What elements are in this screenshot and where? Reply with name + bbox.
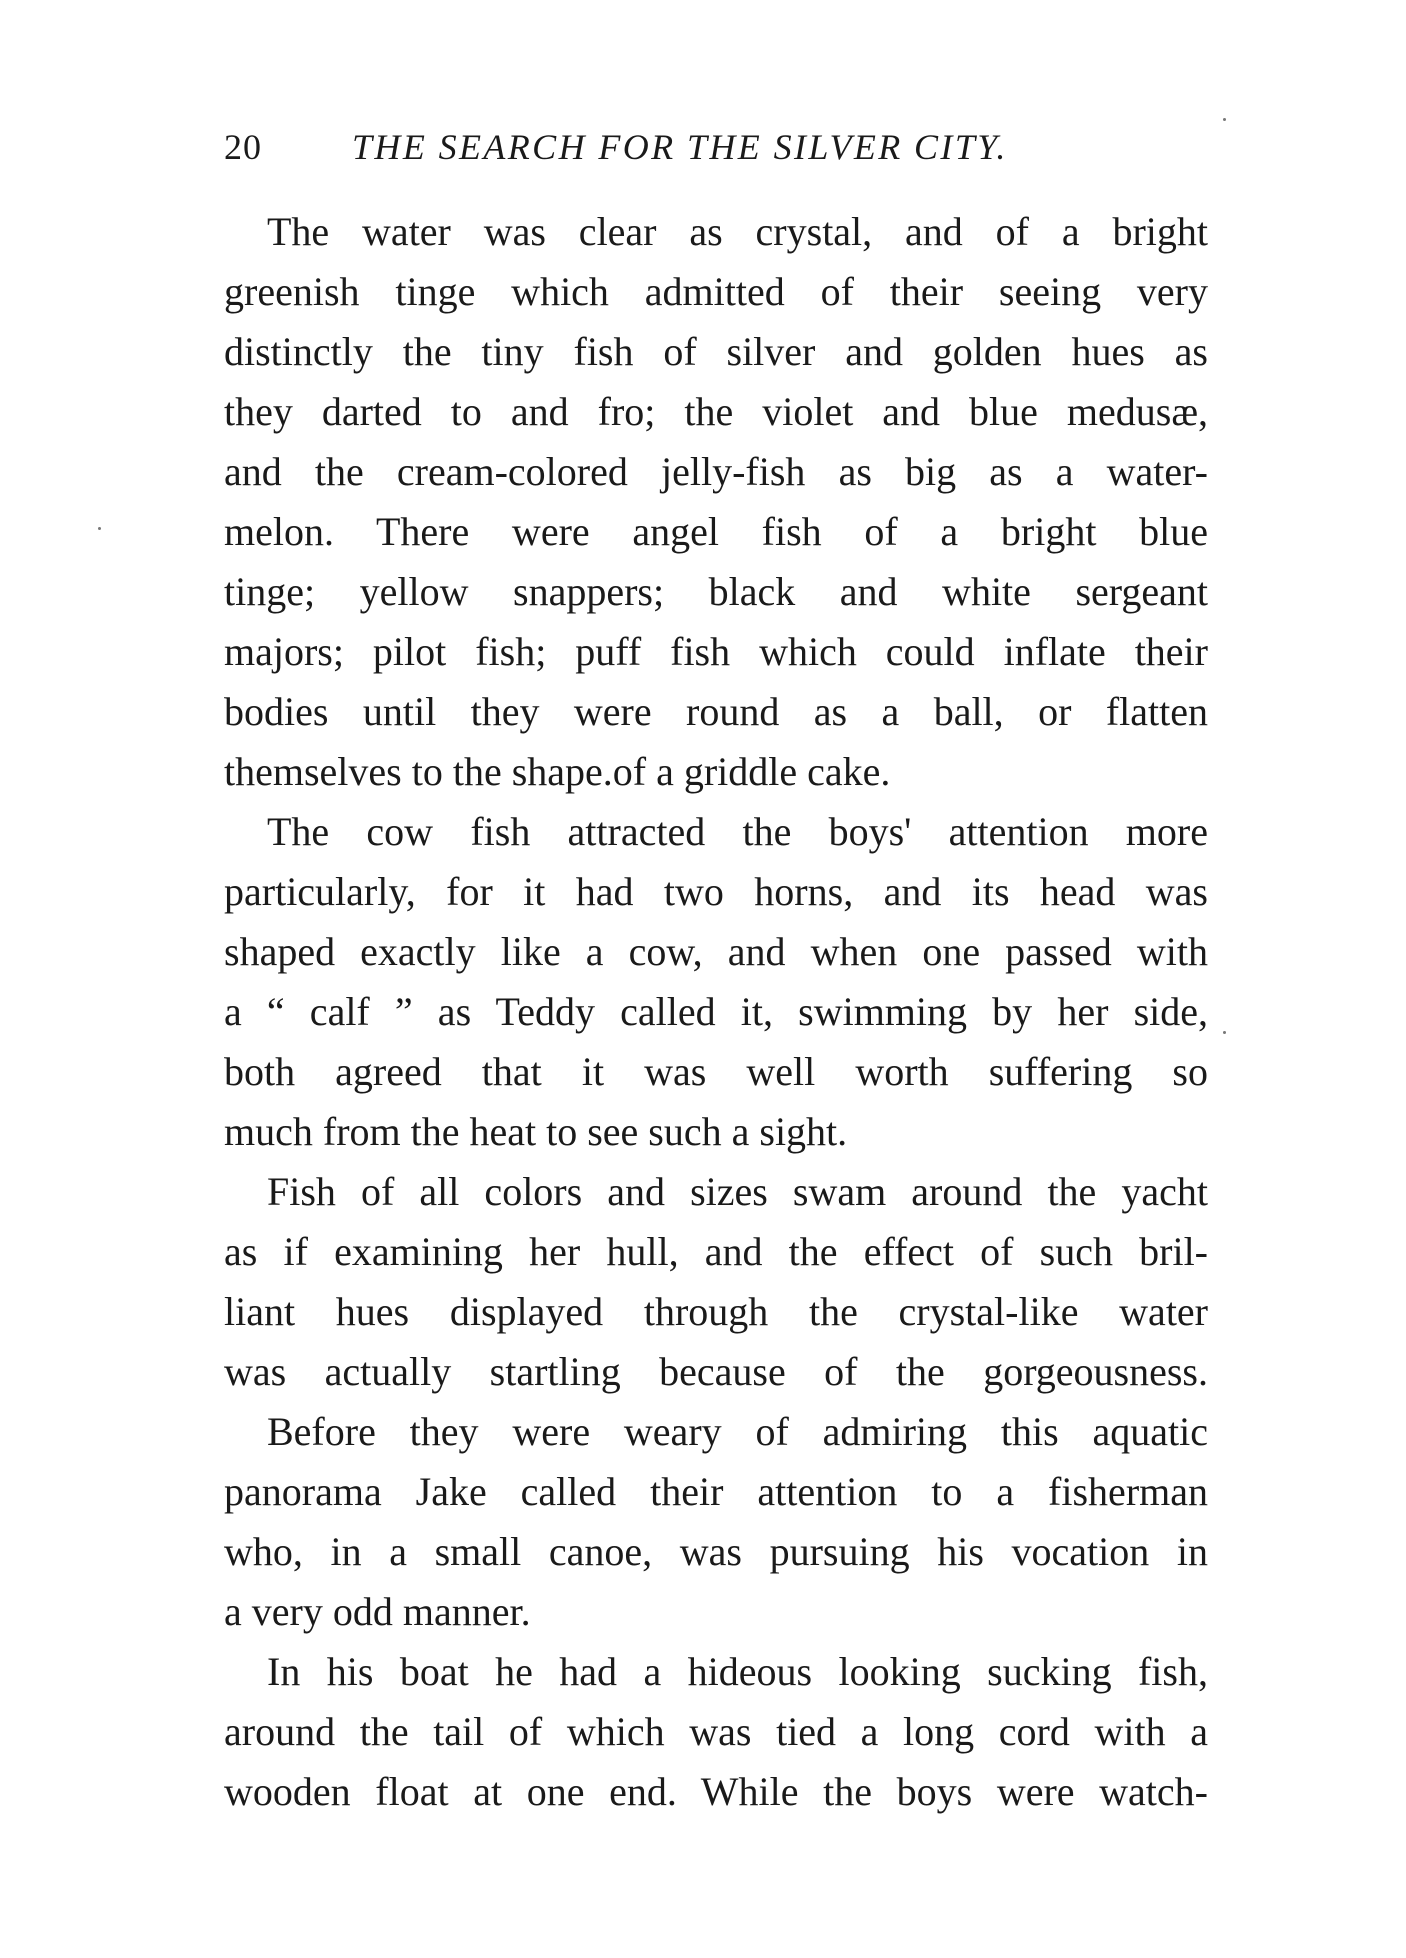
text-line: panorama Jake called their attention to a fisherman	[224, 1469, 1208, 1514]
text-line: liant hues displayed through the crystal-like water	[224, 1289, 1208, 1334]
text-line: themselves to the shape.of a griddle cake.	[224, 749, 891, 794]
page-number: 20	[224, 127, 262, 167]
body-text	[224, 202, 1208, 1822]
text-line: wooden float at one end. While the boys were watch-	[224, 1769, 1208, 1814]
text-line: a very odd manner.	[224, 1589, 531, 1634]
text-line: particularly, for it had two horns, and its head was	[224, 869, 1208, 914]
text-line: both agreed that it was well worth suffering so	[224, 1049, 1208, 1094]
text-line: bodies until they were round as a ball, or flatten	[224, 689, 1208, 734]
text-line: much from the heat to see such a sight.	[224, 1109, 848, 1154]
text-line: Fish of all colors and sizes swam around the yacht	[267, 1169, 1208, 1214]
text-line: as if examining her hull, and the effect of such bril-	[224, 1229, 1208, 1274]
scan-speck	[1223, 118, 1226, 121]
text-line: melon. There were angel fish of a bright blue	[224, 509, 1208, 554]
scan-speck	[98, 527, 101, 530]
text-line: greenish tinge which admitted of their seeing very	[224, 269, 1208, 314]
text-line: In his boat he had a hideous looking sucking fish,	[267, 1649, 1208, 1694]
text-line: distinctly the tiny fish of silver and golden hues as	[224, 329, 1208, 374]
text-line: The water was clear as crystal, and of a bright	[267, 209, 1208, 254]
text-line: they darted to and fro; the violet and blue medusæ,	[224, 389, 1208, 434]
running-title: THE SEARCH FOR THE SILVER CITY.	[352, 127, 1008, 167]
text-line: Before they were weary of admiring this aquatic	[267, 1409, 1208, 1454]
text-line: majors; pilot fish; puff fish which could inflate their	[224, 629, 1208, 674]
paragraph	[224, 1402, 1208, 1642]
paragraph	[224, 802, 1208, 1162]
text-line: and the cream-colored jelly-fish as big as a water-	[224, 449, 1208, 494]
text-line: a “ calf ” as Teddy called it, swimming by her side,	[224, 989, 1208, 1034]
text-line: around the tail of which was tied a long cord with a	[224, 1709, 1208, 1754]
running-head	[224, 122, 1224, 172]
text-line: was actually startling because of the gorgeousness.	[224, 1349, 1208, 1394]
text-line: tinge; yellow snappers; black and white sergeant	[224, 569, 1208, 614]
paragraph	[224, 1162, 1208, 1402]
paragraph	[224, 1642, 1208, 1822]
paragraph	[224, 202, 1208, 802]
scan-speck	[1223, 1031, 1226, 1034]
text-line: shaped exactly like a cow, and when one passed with	[224, 929, 1208, 974]
text-line: The cow fish attracted the boys' attention more	[267, 809, 1208, 854]
text-line: who, in a small canoe, was pursuing his vocation in	[224, 1529, 1208, 1574]
